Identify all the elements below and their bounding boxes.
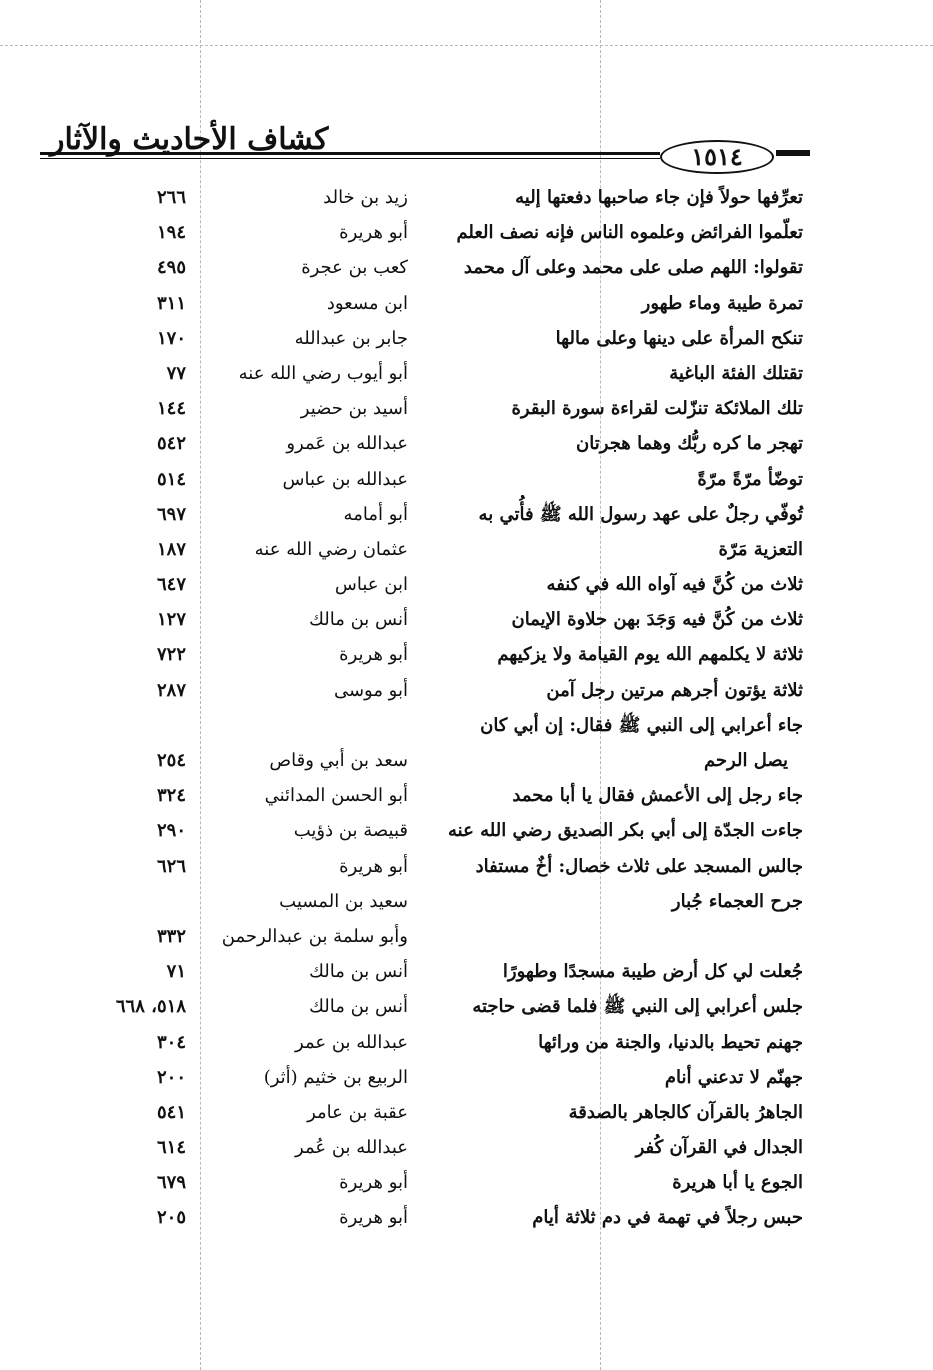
narrator: أبو هريرة xyxy=(339,1172,408,1194)
narrator: عثمان رضي الله عنه xyxy=(254,538,408,560)
page-ref: ١٩٤ xyxy=(156,222,186,244)
index-row xyxy=(0,215,933,250)
page-ref: ٣٣٢ xyxy=(156,925,186,947)
index-row xyxy=(0,673,933,708)
hadith-text: ثلاثة لا يكلمهم الله يوم القيامة ولا يزكيهم xyxy=(497,644,803,666)
page-ref: ٦٢٦ xyxy=(156,855,186,877)
index-row xyxy=(0,426,933,461)
hadith-text: تُوفّي رجلٌ على عهد رسول الله ﷺ فأُتي به xyxy=(478,503,803,525)
index-row xyxy=(0,1025,933,1060)
hadith-text: جلس أعرابي إلى النبي ﷺ فلما قضى حاجته xyxy=(472,996,803,1018)
index-row xyxy=(0,1200,933,1235)
narrator: ابن عباس xyxy=(334,574,408,596)
hadith-text: تقولوا: اللهم صلى على محمد وعلى آل محمد xyxy=(463,257,803,279)
page-ref: ٢٦٦ xyxy=(156,187,186,208)
page-ref: ٢٠٠ xyxy=(156,1066,186,1088)
index-row xyxy=(0,497,933,532)
index-row xyxy=(0,989,933,1024)
narrator: ابن مسعود xyxy=(326,292,408,314)
hadith-text: توضّأ مرّةً مرّةً xyxy=(697,468,803,490)
narrator: قبيصة بن ذؤيب xyxy=(293,820,408,842)
index-row xyxy=(0,180,933,215)
hadith-text: تلك الملائكة تنزّلت لقراءة سورة البقرة xyxy=(511,398,803,420)
narrator: كعب بن عجرة xyxy=(301,257,408,279)
index-row xyxy=(0,602,933,637)
hadith-text: جالس المسجد على ثلاث خصال: أخٌ مستفاد xyxy=(475,855,803,877)
narrator: عقبة بن عامر xyxy=(307,1101,408,1123)
page-ref: ٣٠٤ xyxy=(156,1031,186,1053)
narrator: أبو هريرة xyxy=(339,644,408,666)
index-row xyxy=(0,954,933,989)
page-ref: ٣١١ xyxy=(156,292,186,314)
narrator: أبو أيوب رضي الله عنه xyxy=(238,362,408,384)
narrator: عبدالله بن عمر xyxy=(295,1031,408,1053)
hadith-text: جهنّم لا تدعني أنام xyxy=(664,1066,803,1088)
narrator: سعد بن أبي وقاص xyxy=(269,750,408,771)
hadith-text: الجوع يا أبا هريرة xyxy=(672,1172,803,1194)
hadith-text: الجاهرُ بالقرآن كالجاهر بالصدقة xyxy=(568,1101,803,1123)
index-row xyxy=(0,1060,933,1095)
hadith-text: ثلاث من كُنَّ فيه آواه الله في كنفه xyxy=(546,574,803,596)
page-ref: ٦٩٧ xyxy=(156,503,186,525)
page-ref: ٢٨٧ xyxy=(156,679,186,701)
hadith-text: جُعلت لي كل أرض طيبة مسجدًا وطهورًا xyxy=(502,961,803,983)
narrator: أبو أمامه xyxy=(343,503,408,525)
index-row xyxy=(0,1130,933,1165)
index-row xyxy=(0,778,933,813)
narrator: عبدالله بن عباس xyxy=(282,468,408,490)
index-row xyxy=(0,1165,933,1200)
narrator: أسيد بن حضير xyxy=(300,398,408,420)
index-row xyxy=(0,919,933,954)
index-row xyxy=(0,849,933,884)
hadith-text: جاءت الجدّة إلى أبي بكر الصديق رضي الله عنه xyxy=(448,820,803,842)
index-row xyxy=(0,532,933,567)
index-row xyxy=(0,884,933,919)
page-ref: ٧١ xyxy=(166,961,186,983)
page-ref: ١٧٠ xyxy=(156,327,186,349)
page-ref: ١٤٤ xyxy=(156,398,186,420)
hadith-text: تهجر ما كره ربُّك وهما هجرتان xyxy=(576,433,803,455)
index-row xyxy=(0,250,933,285)
page-ref: ١٨٧ xyxy=(156,538,186,560)
page-ref: ٢٩٠ xyxy=(156,820,186,842)
header-title: كشاف الأحاديث والآثار xyxy=(50,122,329,157)
index-row xyxy=(0,567,933,602)
page-ref: ٦٤٧ xyxy=(156,574,186,596)
index-row xyxy=(0,743,933,778)
hadith-text: تنكح المرأة على دينها وعلى مالها xyxy=(555,327,803,349)
index-table xyxy=(0,180,933,1236)
page-header xyxy=(40,112,870,172)
index-row xyxy=(0,462,933,497)
index-row xyxy=(0,356,933,391)
hadith-text: تعرِّفها حولاً فإن جاء صاحبها دفعتها إليه xyxy=(515,187,803,208)
page-ref: ٥١٤ xyxy=(156,468,186,490)
hadith-text: تقتلك الفئة الباغية xyxy=(669,362,803,384)
narrator: أبو موسى xyxy=(333,679,408,701)
index-row xyxy=(0,708,933,743)
narrator: أبو هريرة xyxy=(339,222,408,244)
page-ref: ٥١٨، ٦٦٨ xyxy=(115,996,186,1018)
narrator: زيد بن خالد xyxy=(323,187,408,208)
hadith-text: جهنم تحيط بالدنيا، والجنة من ورائها xyxy=(538,1031,803,1053)
hadith-text: ثلاث من كُنَّ فيه وَجَدَ بهن حلاوة الإيمان xyxy=(511,609,803,631)
narrator: أبو هريرة xyxy=(339,1207,408,1229)
header-ornament xyxy=(776,150,810,156)
narrator: أنس بن مالك xyxy=(309,961,408,983)
narrator: الربيع بن خثيم (أثر) xyxy=(263,1066,408,1088)
page-ref: ١٢٧ xyxy=(156,609,186,631)
index-row xyxy=(0,637,933,672)
page-ref: ٧٧ xyxy=(166,362,186,384)
index-row xyxy=(0,813,933,848)
hadith-text: تمرة طيبة وماء طهور xyxy=(641,292,803,314)
hadith-text: تعلّموا الفرائض وعلموه الناس فإنه نصف العلم xyxy=(456,222,803,244)
hadith-text: التعزية مَرّة xyxy=(718,538,803,560)
hadith-text: ثلاثة يؤتون أجرهم مرتين رجل آمن xyxy=(546,679,803,701)
hadith-text: جاء رجل إلى الأعمش فقال يا أبا محمد xyxy=(512,785,803,807)
header-rule xyxy=(40,152,660,159)
scan-guide-line xyxy=(0,45,933,46)
page-number: ١٥١٤ xyxy=(660,140,774,174)
hadith-text: الجدال في القرآن كُفر xyxy=(635,1137,803,1159)
hadith-text: جاء أعرابي إلى النبي ﷺ فقال: إن أبي كان xyxy=(480,714,803,736)
page-ref: ٤٩٥ xyxy=(156,257,186,279)
narrator: أبو الحسن المدائني xyxy=(264,785,408,807)
narrator: أنس بن مالك xyxy=(309,996,408,1018)
narrator: أنس بن مالك xyxy=(309,609,408,631)
index-row xyxy=(0,1095,933,1130)
narrator: جابر بن عبدالله xyxy=(294,327,408,349)
index-row xyxy=(0,391,933,426)
page-ref: ٢٠٥ xyxy=(156,1207,186,1229)
page-ref: ٦٧٩ xyxy=(156,1172,186,1194)
narrator: عبدالله بن عَمرو xyxy=(286,433,408,455)
page-ref: ٣٢٤ xyxy=(156,785,186,807)
index-row xyxy=(0,321,933,356)
hadith-text: يصل الرحم xyxy=(703,750,788,771)
page-ref: ٦١٤ xyxy=(156,1137,186,1159)
narrator: عبدالله بن عُمر xyxy=(295,1137,408,1159)
hadith-text: جرح العجماء جُبار xyxy=(671,890,803,912)
page-ref: ٢٥٤ xyxy=(156,750,186,771)
narrator: سعيد بن المسيب xyxy=(279,890,408,912)
narrator: أبو هريرة xyxy=(339,855,408,877)
page-ref: ٥٤١ xyxy=(156,1101,186,1123)
page-ref: ٧٢٢ xyxy=(156,644,186,666)
index-row xyxy=(0,286,933,321)
hadith-text: حبس رجلاً في تهمة في دم ثلاثة أيام xyxy=(532,1207,803,1229)
page-ref: ٥٤٢ xyxy=(156,433,186,455)
narrator: وأبو سلمة بن عبدالرحمن xyxy=(221,925,408,947)
